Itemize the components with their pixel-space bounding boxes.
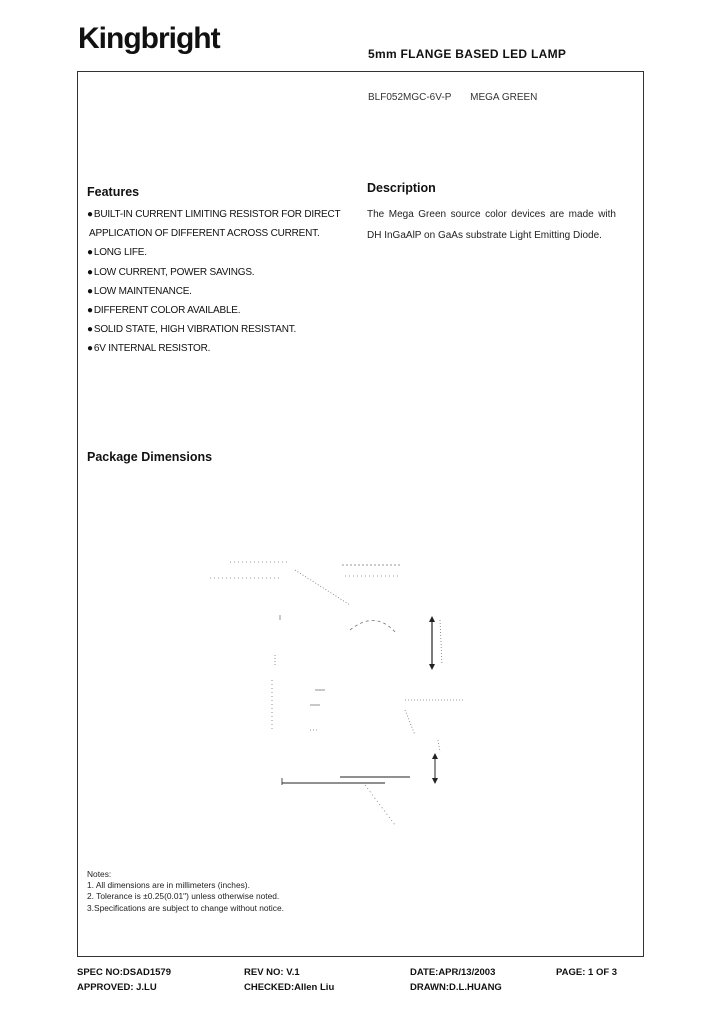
bullet-icon: ● [87, 285, 93, 297]
notes-title: Notes: [87, 869, 112, 879]
bullet-icon: ● [87, 324, 93, 336]
bullet-icon: ● [87, 343, 93, 355]
page-number: PAGE: 1 OF 3 [556, 967, 618, 978]
document-title: 5mm FLANGE BASED LED LAMP [368, 47, 567, 61]
checked-by: CHECKED:Allen Liu [244, 982, 335, 993]
approved-by: APPROVED: J.LU [77, 982, 157, 993]
feature-item: ●LOW MAINTENANCE. [87, 285, 192, 297]
feature-item: ●SOLID STATE, HIGH VIBRATION RESISTANT. [87, 324, 297, 336]
feature-item: ●LONG LIFE. [87, 247, 147, 259]
bullet-icon: ● [87, 209, 93, 220]
feature-item: ●BUILT-IN CURRENT LIMITING RESISTOR FOR DIRECT [87, 209, 341, 220]
features-heading: Features [87, 185, 140, 199]
bullet-icon: ● [87, 247, 93, 259]
revision-number: REV NO: V.1 [244, 967, 300, 978]
bullet-icon: ● [87, 266, 93, 278]
feature-item: APPLICATION OF DIFFERENT ACROSS CURRENT. [89, 228, 320, 240]
notes-block [87, 869, 284, 914]
features-list [87, 209, 357, 363]
note-line: 3.Specifications are subject to change without notice. [87, 902, 284, 913]
part-line [368, 92, 553, 103]
package-dimensions-heading: Package Dimensions [87, 450, 213, 464]
note-line: 1. All dimensions are in millimeters (inches). [87, 880, 250, 891]
feature-item: ●6V INTERNAL RESISTOR. [87, 343, 211, 355]
feature-item: ●DIFFERENT COLOR AVAILABLE. [87, 304, 241, 316]
part-number: BLF052MGC-6V-P [368, 92, 452, 103]
document-footer [77, 967, 644, 997]
document-date: DATE:APR/13/2003 [410, 967, 496, 978]
package-dimension-drawing [200, 540, 500, 830]
feature-item: ●LOW CURRENT, POWER SAVINGS. [87, 266, 255, 278]
spec-number: SPEC NO:DSAD1579 [77, 967, 171, 978]
note-line: 2. Tolerance is ±0.25(0.01") unless otherwise noted. [87, 891, 280, 902]
description-text: The Mega Green source color devices are made with DH InGaAlP on GaAs substrate Light Emitting Diode. [367, 209, 616, 241]
brand-logo: Kingbright [78, 22, 220, 55]
description-heading: Description [367, 181, 436, 195]
bullet-icon: ● [87, 304, 93, 316]
part-color: MEGA GREEN [470, 92, 538, 103]
drawn-by: DRAWN:D.L.HUANG [410, 982, 502, 993]
